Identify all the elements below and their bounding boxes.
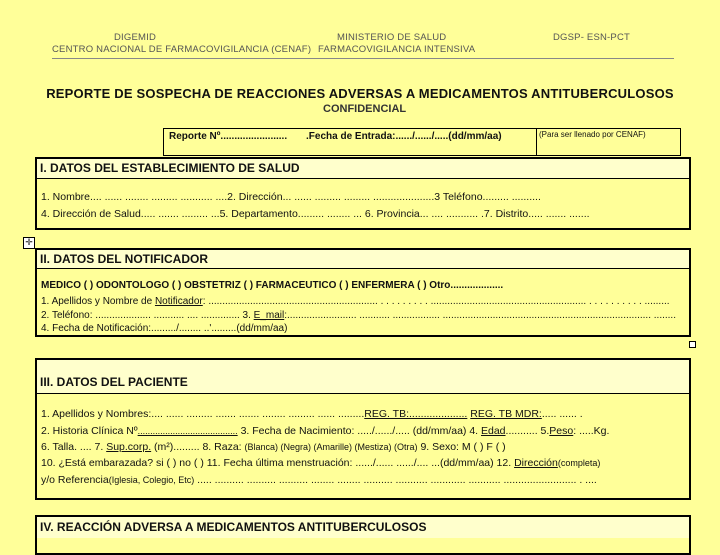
report-number-field[interactable]: Reporte Nº........................ — [169, 131, 288, 142]
notifier-roles[interactable]: MEDICO ( ) ODONTOLOGO ( ) OBSTETRIZ ( ) FARMACEUTICO ( ) ENFERMERA ( ) Otro................... — [41, 280, 504, 291]
patient-reference-label: y/o Referencia — [41, 474, 109, 486]
patient-address-note: (completa) — [557, 458, 601, 468]
notifier-email-dots: :......................... ........... ................. ........................................................................... ........ — [284, 310, 676, 321]
patient-reg-tb-mdr: REG. TB MDR: — [470, 408, 542, 420]
page-subtitle: CONFIDENCIAL — [323, 103, 407, 115]
patient-names: 1. Apellidos y Nombres:.... ...... ......... ....... ....... ........ ......... ...... ......... — [41, 408, 365, 420]
patient-surface-label: Sup.corp. — [106, 441, 152, 453]
patient-address-label: Dirección — [514, 457, 558, 469]
notifier-name-label: 1. Apellidos y Nombre de — [41, 296, 155, 307]
patient-reg-dots: ..... ...... . — [541, 408, 583, 420]
patient-line-1[interactable] — [41, 408, 583, 420]
section-patient-heading: III. DATOS DEL PACIENTE — [37, 360, 689, 394]
patient-reference-dots: ..... .......... .......... .......... ........ ........ .......... ........... ............ ........... ......................... . .... — [194, 474, 597, 486]
header-divider — [52, 58, 674, 59]
notifier-name-dots: : ............................................................. . . . . . . . . . ........................................................ . . . . . . . . . . ......... — [202, 296, 670, 307]
section-notifier — [35, 248, 691, 337]
patient-age-label: Edad — [481, 425, 506, 437]
header-org-digemid: DIGEMID — [114, 32, 157, 43]
notifier-name-underline: Notificador — [154, 296, 203, 307]
notifier-phone-line[interactable] — [41, 310, 676, 321]
section-patient — [35, 358, 691, 500]
cenaf-note: (Para ser llenado por CENAF) — [539, 130, 646, 139]
header-code: DGSP- ESN-PCT — [553, 32, 631, 43]
establishment-line-1[interactable]: 1. Nombre.... ...... ........ ......... ........... ....2. Dirección... ...... ......... ......... .....................3 Teléfono......... .......... — [41, 191, 541, 203]
notifier-email-label: E_mail — [253, 310, 285, 321]
resize-handle-icon[interactable] — [689, 341, 696, 348]
establishment-line-2[interactable]: 4. Dirección de Salud..... ....... ......... ...5. Departamento......... ........ ... 6. Provincia... .... ........... .7. Distrito..... ....... ....... — [41, 208, 590, 220]
section-adverse-reaction — [35, 515, 691, 555]
patient-weight-label: Peso — [549, 425, 574, 437]
patient-race-label: (m²)......... 8. Raza: — [151, 441, 245, 453]
section-establishment — [35, 157, 691, 230]
patient-reg-tb: REG. TB:.................... — [364, 408, 468, 420]
patient-height: 6. Talla. .... 7. — [41, 441, 107, 453]
patient-line-5[interactable] — [41, 474, 597, 486]
patient-race-options: (Blanca) (Negra) (Amarille) (Mestiza) (Otra) — [244, 442, 418, 452]
entry-date-field[interactable]: .Fecha de Entrada:....../....../.....(dd/mm/aa) — [306, 131, 502, 142]
section-establishment-heading: I. DATOS DEL ESTABLECIMIENTO DE SALUD — [37, 159, 689, 179]
notifier-name-line[interactable] — [41, 296, 670, 307]
report-box-divider — [536, 129, 537, 155]
header-ministry: MINISTERIO DE SALUD — [337, 32, 447, 43]
header-org-cenaf: CENTRO NACIONAL DE FARMACOVIGILANCIA (CENAF) — [52, 44, 312, 55]
patient-weight-dots: : .....Kg. — [573, 425, 610, 437]
patient-line-3[interactable] — [41, 441, 506, 453]
notifier-phone-label: 2. Teléfono: .................... ........... .... .............. 3. — [41, 310, 254, 321]
notifier-date-line[interactable]: 4. Fecha de Notificación:........./........ ..'.........(dd/mm/aa) — [41, 323, 288, 334]
patient-line-2[interactable] — [41, 425, 609, 437]
patient-history-label: 2. Historia Clínica Nº — [41, 425, 138, 437]
patient-age-dots: ........... 5. — [505, 425, 550, 437]
section-adverse-reaction-heading: IV. REACCIÓN ADVERSA A MEDICAMENTOS ANTITUBERCULOSOS — [37, 517, 689, 538]
patient-birth-date: 3. Fecha de Nacimiento: ...../....../..... (dd/mm/aa) 4. — [237, 425, 481, 437]
header-program: FARMACOVIGILANCIA INTENSIVA — [318, 44, 476, 55]
move-icon[interactable]: ✛ — [23, 237, 35, 249]
patient-history-dots: ........................................ — [137, 426, 238, 436]
patient-sex: 9. Sexo: M ( ) F ( ) — [417, 441, 506, 453]
page-title: REPORTE DE SOSPECHA DE REACCIONES ADVERSAS A MEDICAMENTOS ANTITUBERCULOSOS — [46, 86, 674, 101]
section-notifier-heading: II. DATOS DEL NOTIFICADOR — [37, 250, 689, 269]
report-info-box — [163, 128, 681, 156]
patient-reference-note: (Iglesia, Colegio, Etc) — [108, 475, 195, 485]
patient-line-4[interactable] — [41, 457, 600, 469]
patient-pregnancy: 10. ¿Está embarazada? si ( ) no ( ) 11. Fecha última menstruación: ....../...... ....../.... ...(dd/mm/aa) 12. — [41, 457, 515, 469]
